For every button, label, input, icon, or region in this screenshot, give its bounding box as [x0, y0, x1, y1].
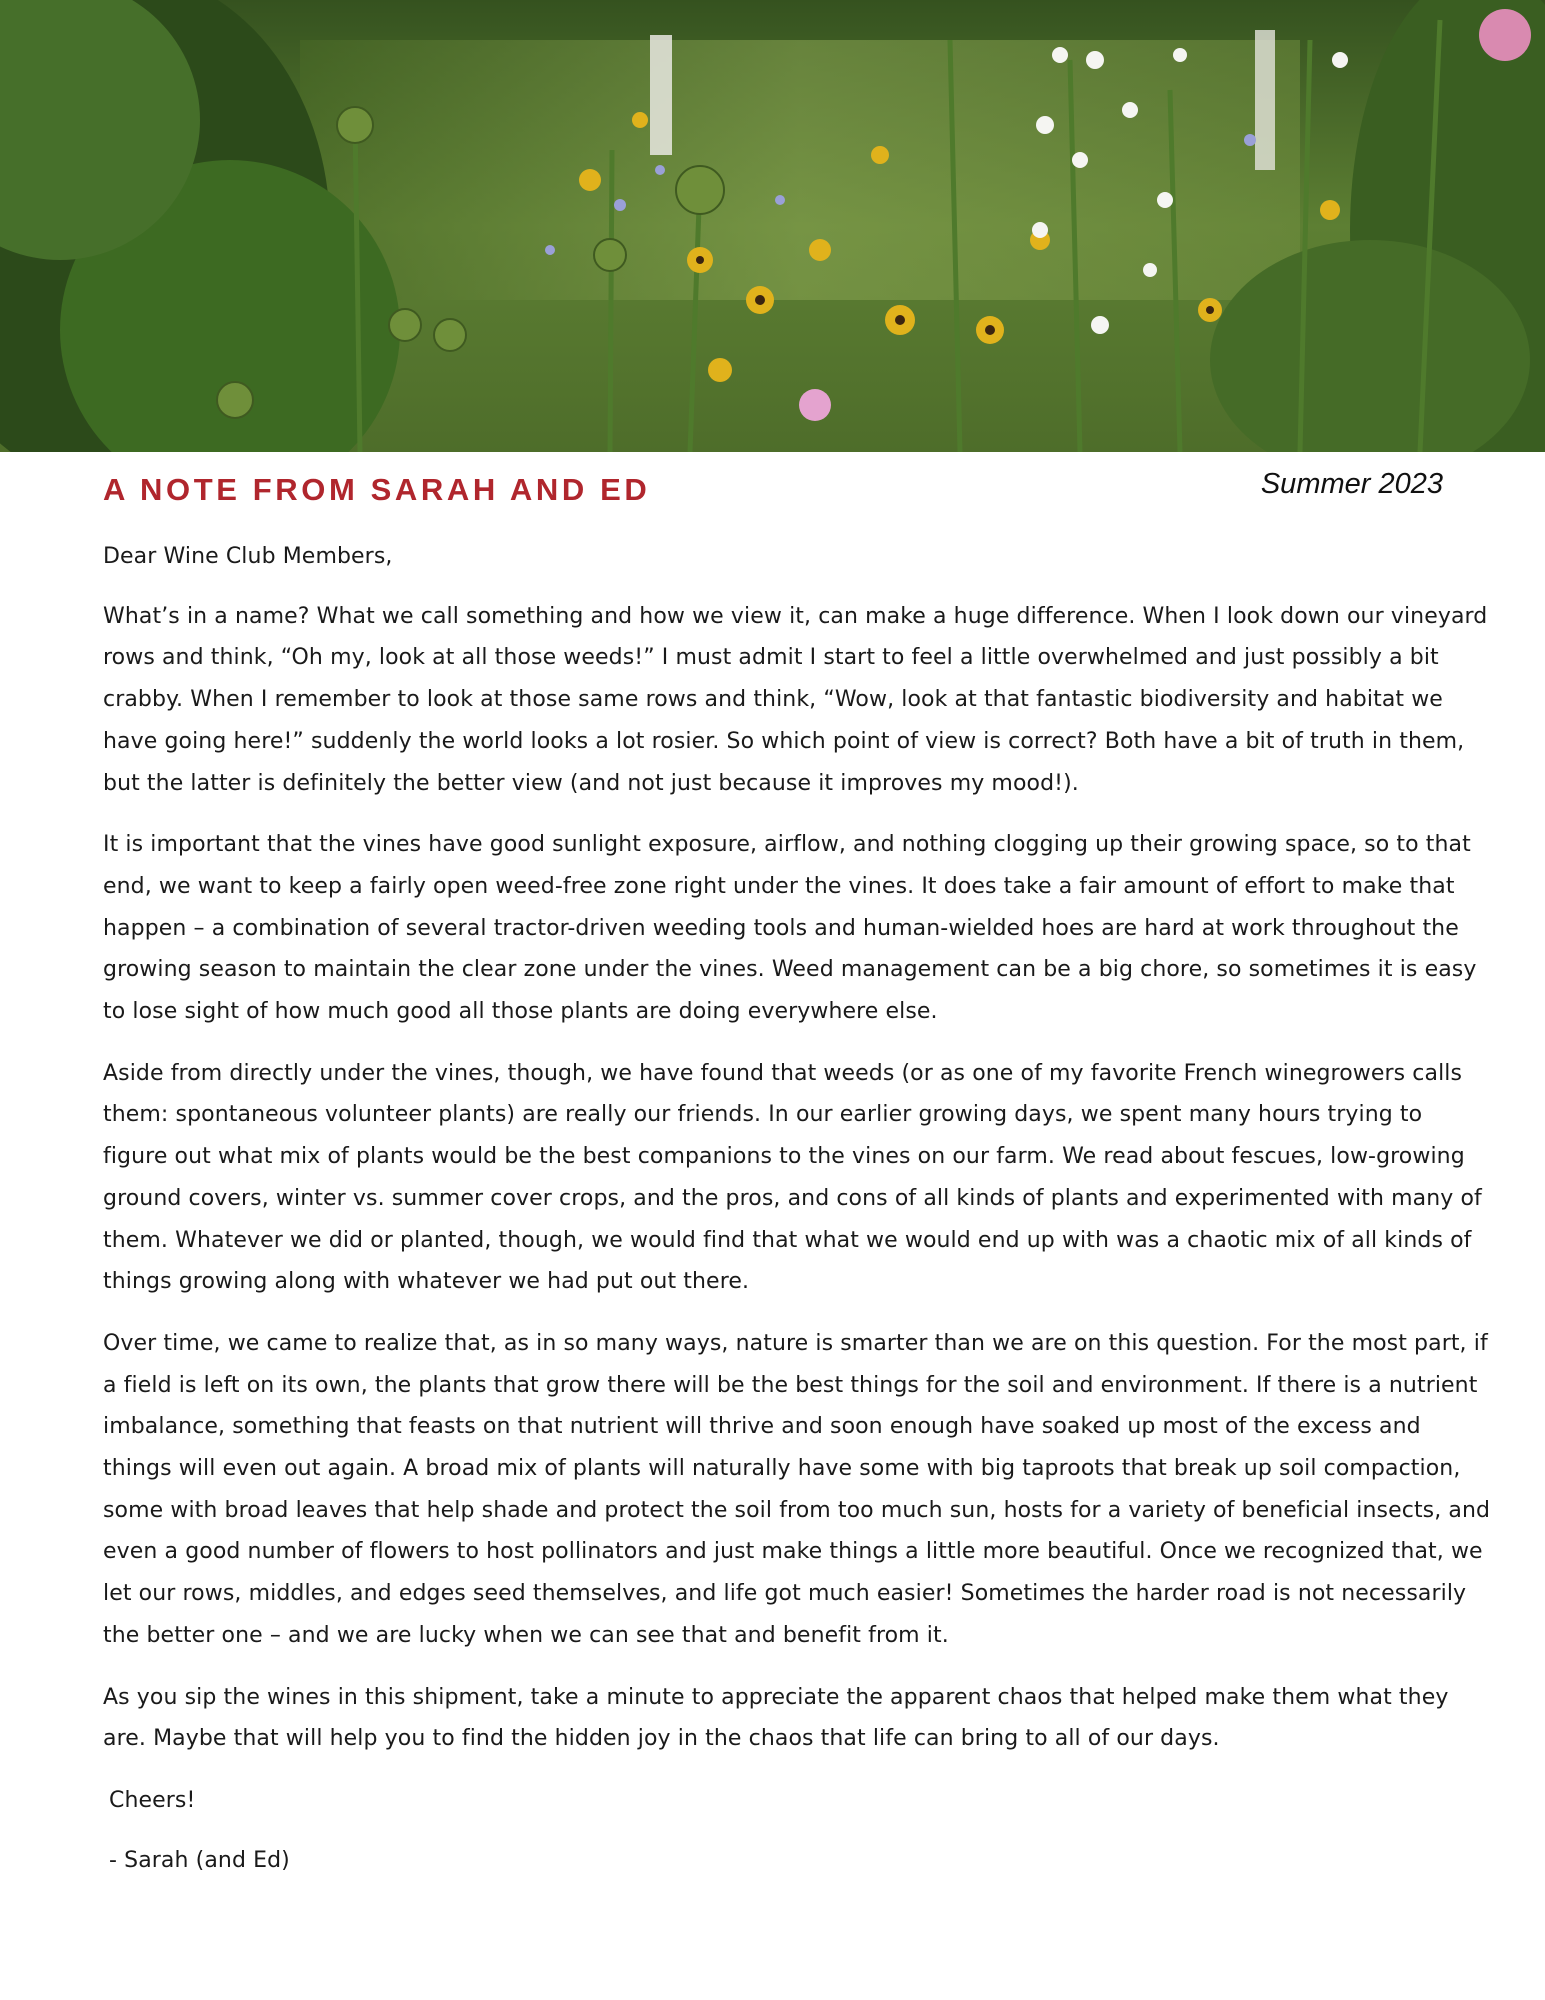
letter-body — [103, 536, 1493, 1899]
issue-season: Summer 2023 — [1260, 468, 1443, 500]
letter-signature: - Sarah (and Ed) — [109, 1847, 290, 1873]
letter-paragraph: As you sip the wines in this shipment, take a minute to appreciate the apparent chaos that helped make them what they are. Maybe that will help you to find the hidden joy in the chaos that life can bring to all of our days. — [103, 1684, 1449, 1752]
letter-greeting: Dear Wine Club Members, — [103, 544, 393, 569]
page-title: A NOTE FROM SARAH AND ED — [103, 472, 651, 507]
wildflower-header-photo — [0, 0, 1545, 452]
letter-closing: Cheers! — [109, 1787, 196, 1813]
letter-paragraph: What’s in a name? What we call something and how we view it, can make a huge difference. When I look down our vineyard rows and think, “Oh my, look at all those weeds!” I must admit I start to feel a little overwhelmed and just possibly a bit crabby. When I remember to look at those same rows and think, “Wow, look at that fantastic biodiversity and habitat we have going here!” suddenly the world looks a lot rosier. So which point of view is correct? Both have a bit of truth in them, but the latter is definitely the better view (and not just because it improves my mood!). — [103, 603, 1488, 796]
letter-paragraph: Aside from directly under the vines, though, we have found that weeds (or as one of my favorite French winegrowers calls them: spontaneous volunteer plants) are really our friends. In our earlier growing days, we spent many hours trying to figure out what mix of plants would be the best companions to the vines on our farm. We read about fescues, low-growing ground covers, winter vs. summer cover crops, and the pros, and cons of all kinds of plants and experimented with many of them. Whatever we did or planted, though, we would find that what we would end up with was a chaotic mix of all kinds of things growing along with whatever we had put out there. — [103, 1060, 1482, 1295]
letter-paragraph: Over time, we came to realize that, as in so many ways, nature is smarter than we are on this question. For the most part, if a field is left on its own, the plants that grow there will be the best things for the soil and environment. If there is a nutrient imbalance, something that feasts on that nutrient will thrive and soon enough have soaked up most of the excess and things will even out again. A broad mix of plants will naturally have some with big taproots that break up soil compaction, some with broad leaves that help shade and protect the soil from too much sun, hosts for a variety of beneficial insects, and even a good number of flowers to host pollinators and just make things a little more beautiful. Once we recognized that, we let our rows, middles, and edges seed themselves, and life got much easier! Sometimes the harder road is not necessarily the better one – and we are lucky when we can see that and benefit from it. — [103, 1330, 1491, 1648]
letter-heading — [103, 468, 1443, 518]
letter-paragraph: It is important that the vines have good sunlight exposure, airflow, and nothing clogging up their growing space, so to that end, we want to keep a fairly open weed-free zone right under the vines. It does take a fair amount of effort to make that happen – a combination of several tractor-driven weeding tools and human-wielded hoes are hard at work throughout the growing season to maintain the clear zone under the vines. Weed management can be a big chore, so sometimes it is easy to lose sight of how much good all those plants are doing everywhere else. — [103, 832, 1477, 1025]
